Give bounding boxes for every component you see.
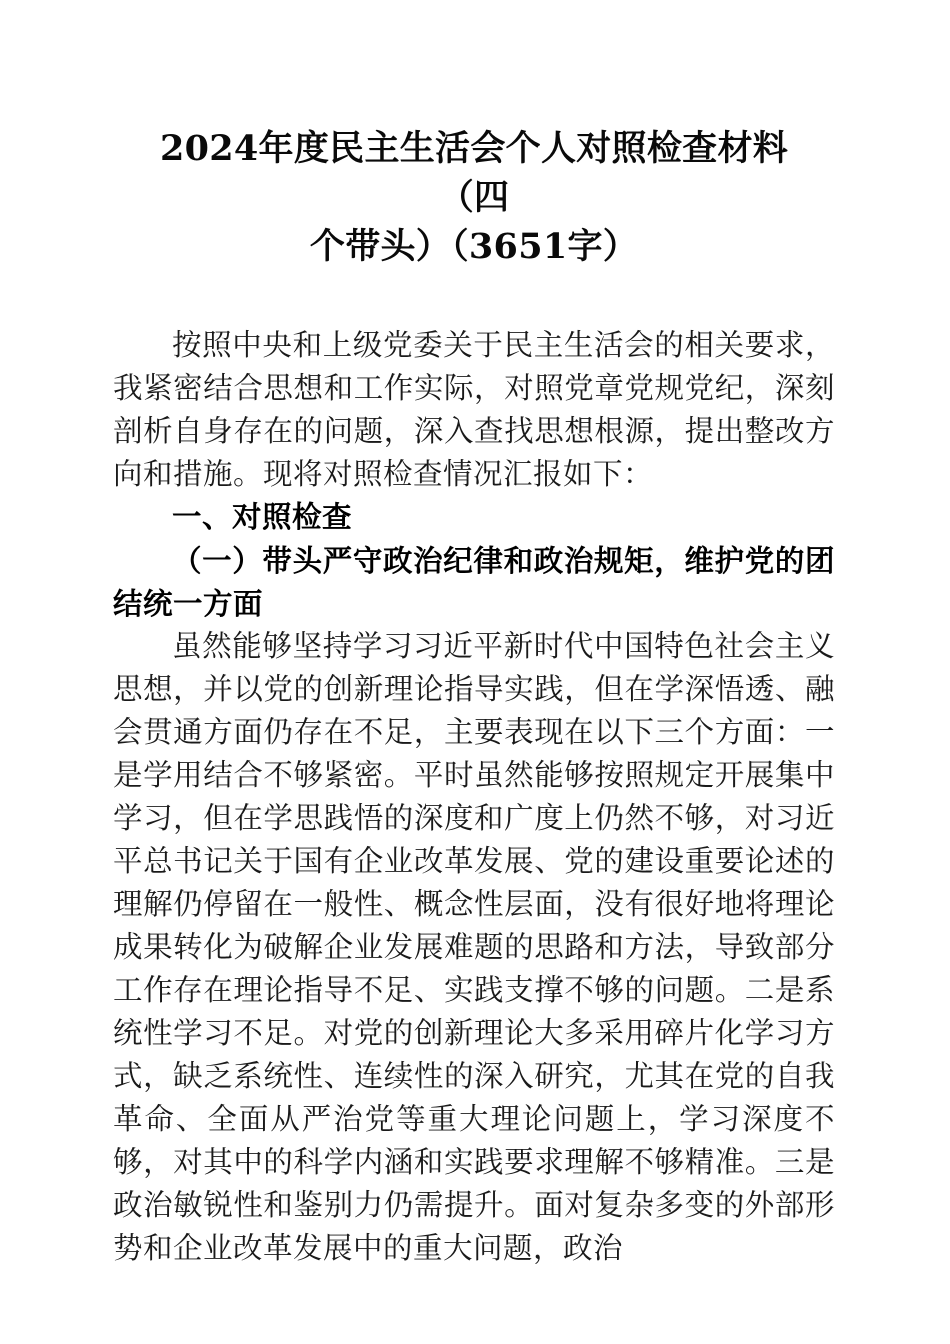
- page-title-line-1: 2024年度民主生活会个人对照检查材料（四: [159, 128, 789, 218]
- intro-paragraph: 按照中央和上级党委关于民主生活会的相关要求，我紧密结合思想和工作实际，对照党章党规党纪，深刻剖析自身存在的问题，深入查找思想根源，提出整改方向和措施。现将对照检查情况汇报如下：: [113, 328, 835, 491]
- page-title: [113, 0, 835, 271]
- document-content-column: [113, 0, 835, 1270]
- page-title-line-2: 个带头）（3651字）: [309, 226, 639, 267]
- section-body-paragraph: 虽然能够坚持学习习近平新时代中国特色社会主义思想，并以党的创新理论指导实践，但在学深悟透、融会贯通方面仍存在不足，主要表现在以下三个方面：一是学用结合不够紧密。平时虽然能够按照规定开展集中学习，但在学思践悟的深度和广度上仍然不够，对习近平总书记关于国有企业改革发展、党的建设重要论述的理解仍停留在一般性、概念性层面，没有很好地将理论成果转化为破解企业发展难题的思路和方法，导致部分工作存在理论指导不足、实践支撑不够的问题。二是系统性学习不足。对党的创新理论大多采用碎片化学习方式，缺乏系统性、连续性的深入研究，尤其在党的自我革命、全面从严治党等重大理论问题上，学习深度不够，对其中的科学内涵和实践要求理解不够精准。三是政治敏锐性和鉴别力仍需提升。面对复杂多变的外部形势和企业改革发展中的重大问题，政治: [113, 629, 835, 1265]
- section-heading-level-2: （一）带头严守政治纪律和政治规矩，维护党的团结统一方面: [113, 543, 835, 621]
- section-heading-level-1: 一、对照检查: [172, 500, 353, 534]
